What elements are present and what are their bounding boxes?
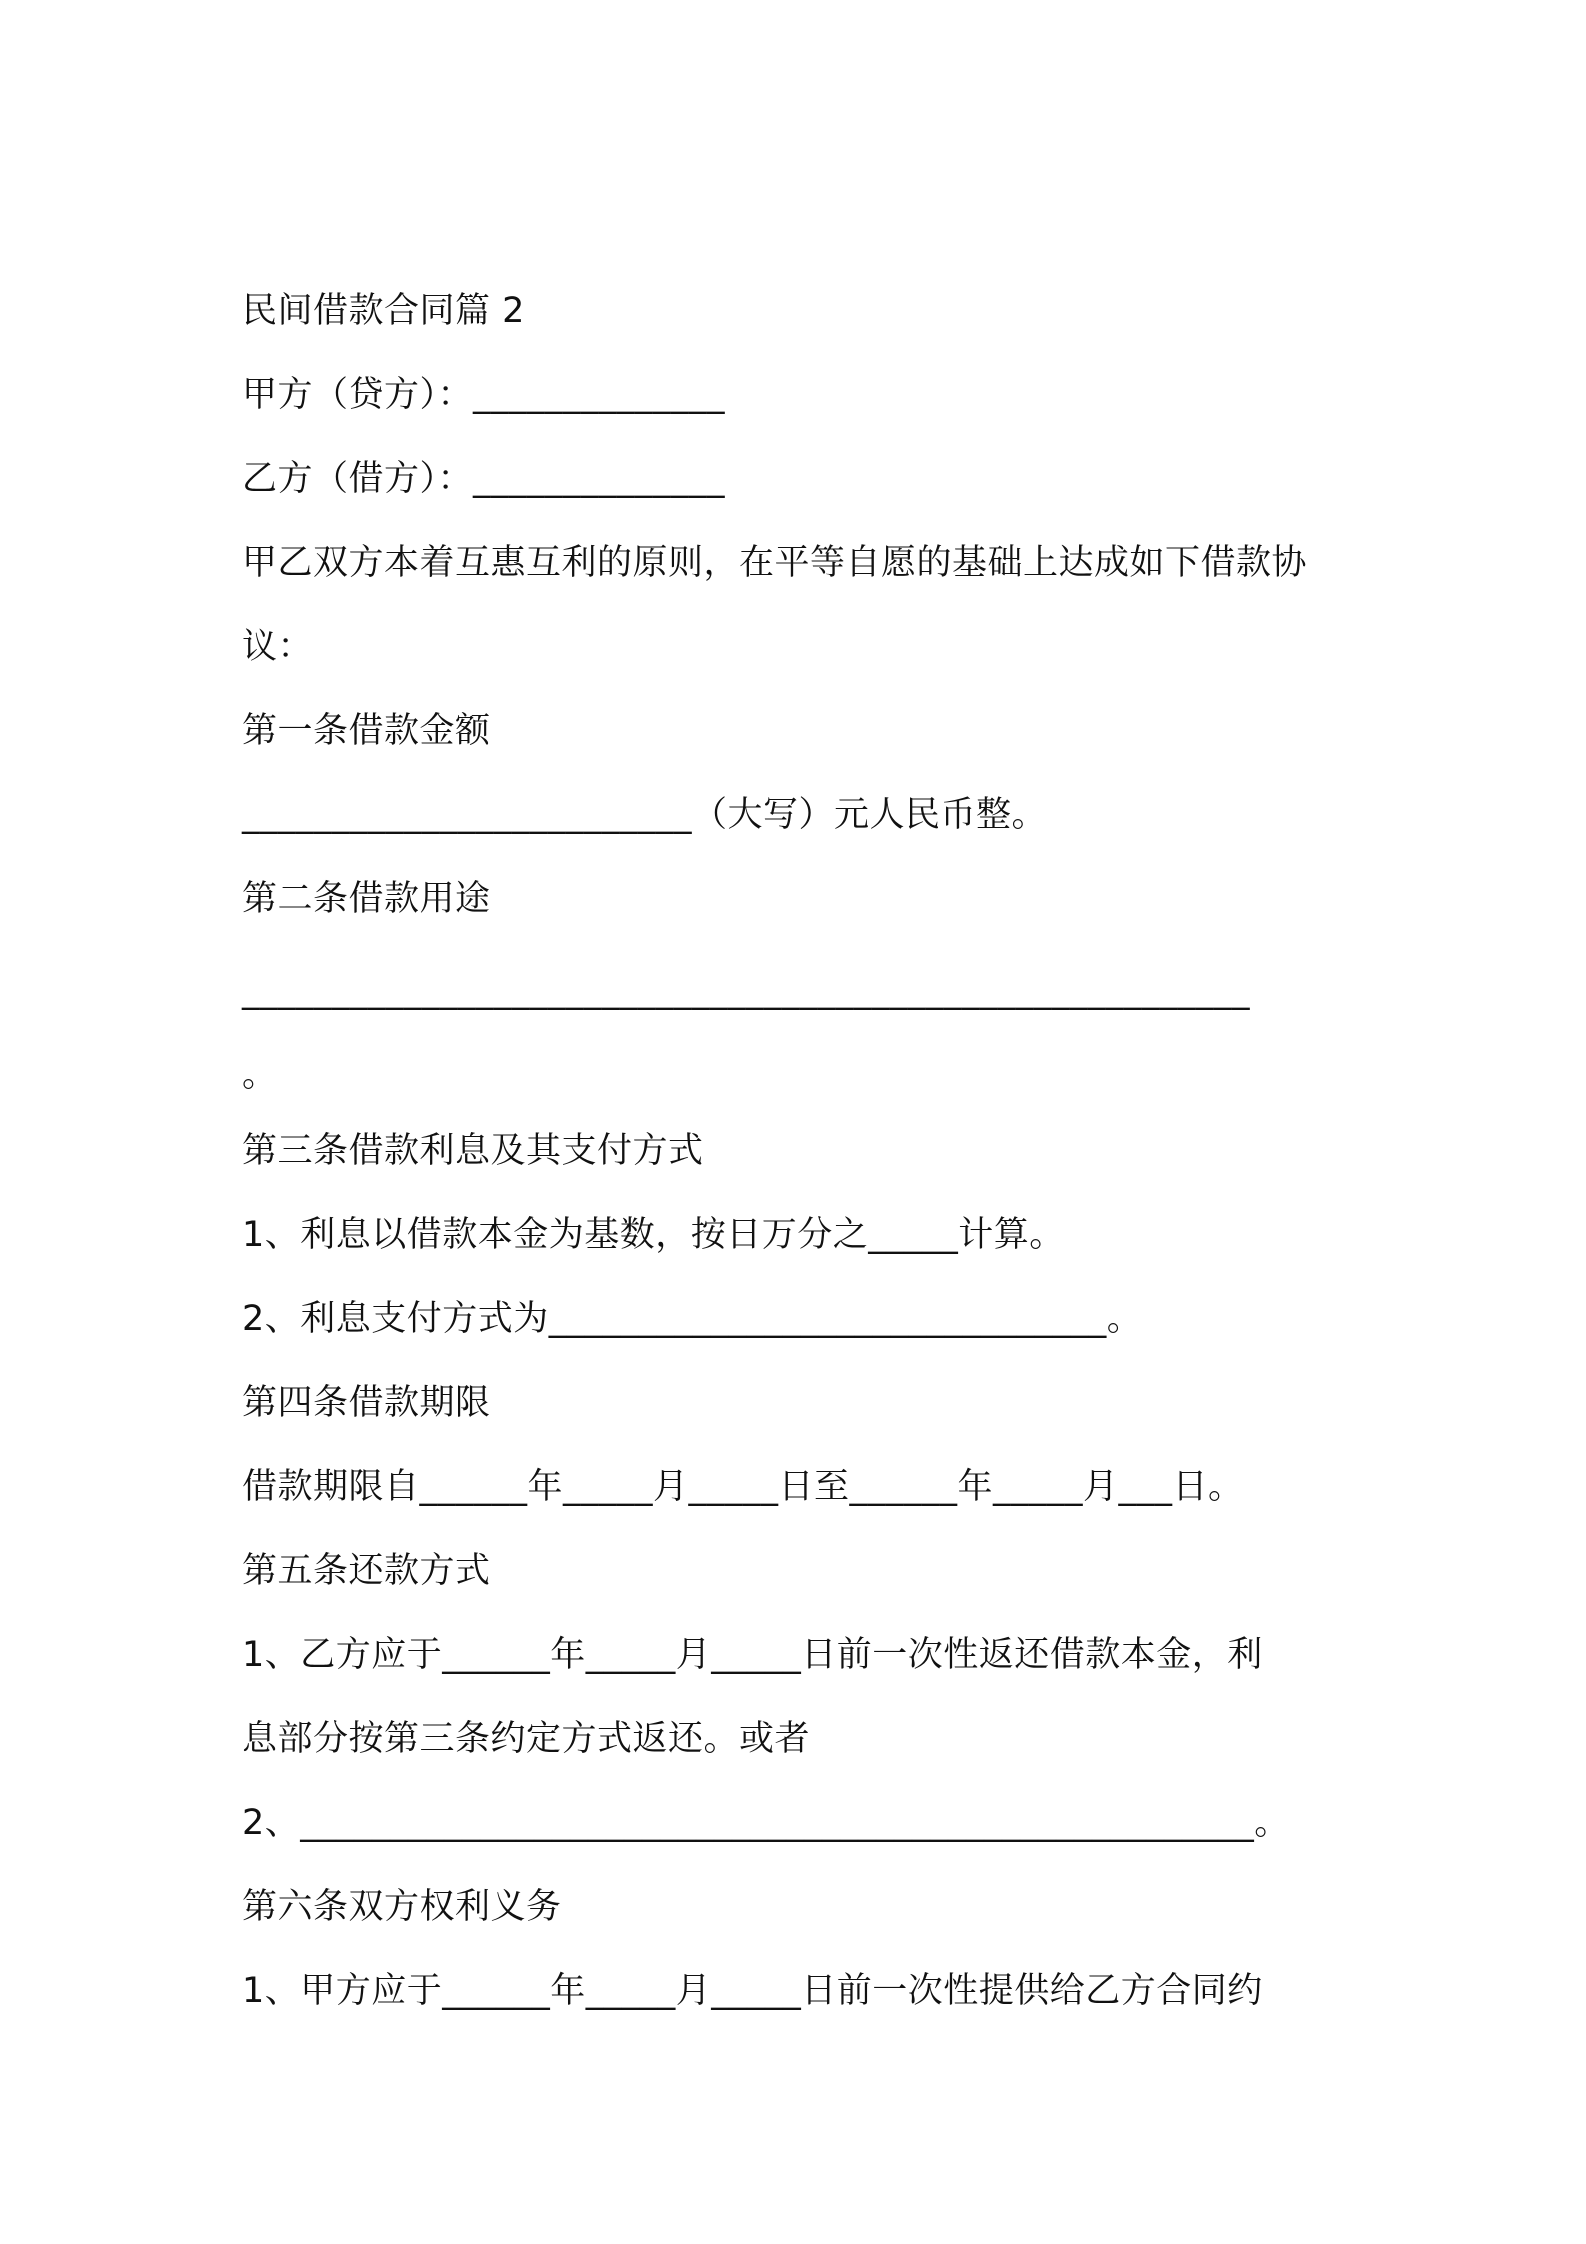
document-title: 民间借款合同篇 2 [242, 291, 525, 331]
article-5-item-1-line-1: 1、乙方应于______年_____月_____日前一次性返还借款本金，利 [242, 1635, 1263, 1675]
article-5-item-2: 2、_____________________________________________________。 [242, 1803, 1290, 1843]
article-3-heading: 第三条借款利息及其支付方式 [242, 1131, 704, 1171]
article-6-item-1: 1、甲方应于______年_____月_____日前一次性提供给乙方合同约 [242, 1971, 1263, 2011]
article-2-purpose-blank: ________________________________________________________ [242, 971, 1250, 1011]
article-5-item-1-line-2: 息部分按第三条约定方式返还。或者 [242, 1719, 811, 1759]
party-a-line: 甲方（贷方）：______________ [242, 375, 726, 415]
article-2-heading: 第二条借款用途 [242, 879, 491, 919]
article-3-item-1: 1、利息以借款本金为基数，按日万分之_____计算。 [242, 1215, 1065, 1255]
article-4-term: 借款期限自______年_____月_____日至______年_____月___日。 [242, 1467, 1244, 1507]
article-3-item-2: 2、利息支付方式为_______________________________。 [242, 1299, 1143, 1339]
article-5-heading: 第五条还款方式 [242, 1551, 491, 1591]
article-2-period: 。 [242, 1055, 278, 1095]
article-6-heading: 第六条双方权利义务 [242, 1887, 562, 1927]
preamble-line-2: 议： [242, 627, 314, 667]
preamble-line-1: 甲乙双方本着互惠互利的原则，在平等自愿的基础上达成如下借款协 [242, 543, 1308, 583]
party-b-line: 乙方（借方）：______________ [242, 459, 726, 499]
article-1-amount: _________________________（大写）元人民币整。 [242, 795, 1048, 835]
article-1-heading: 第一条借款金额 [242, 711, 491, 751]
article-4-heading: 第四条借款期限 [242, 1383, 491, 1423]
